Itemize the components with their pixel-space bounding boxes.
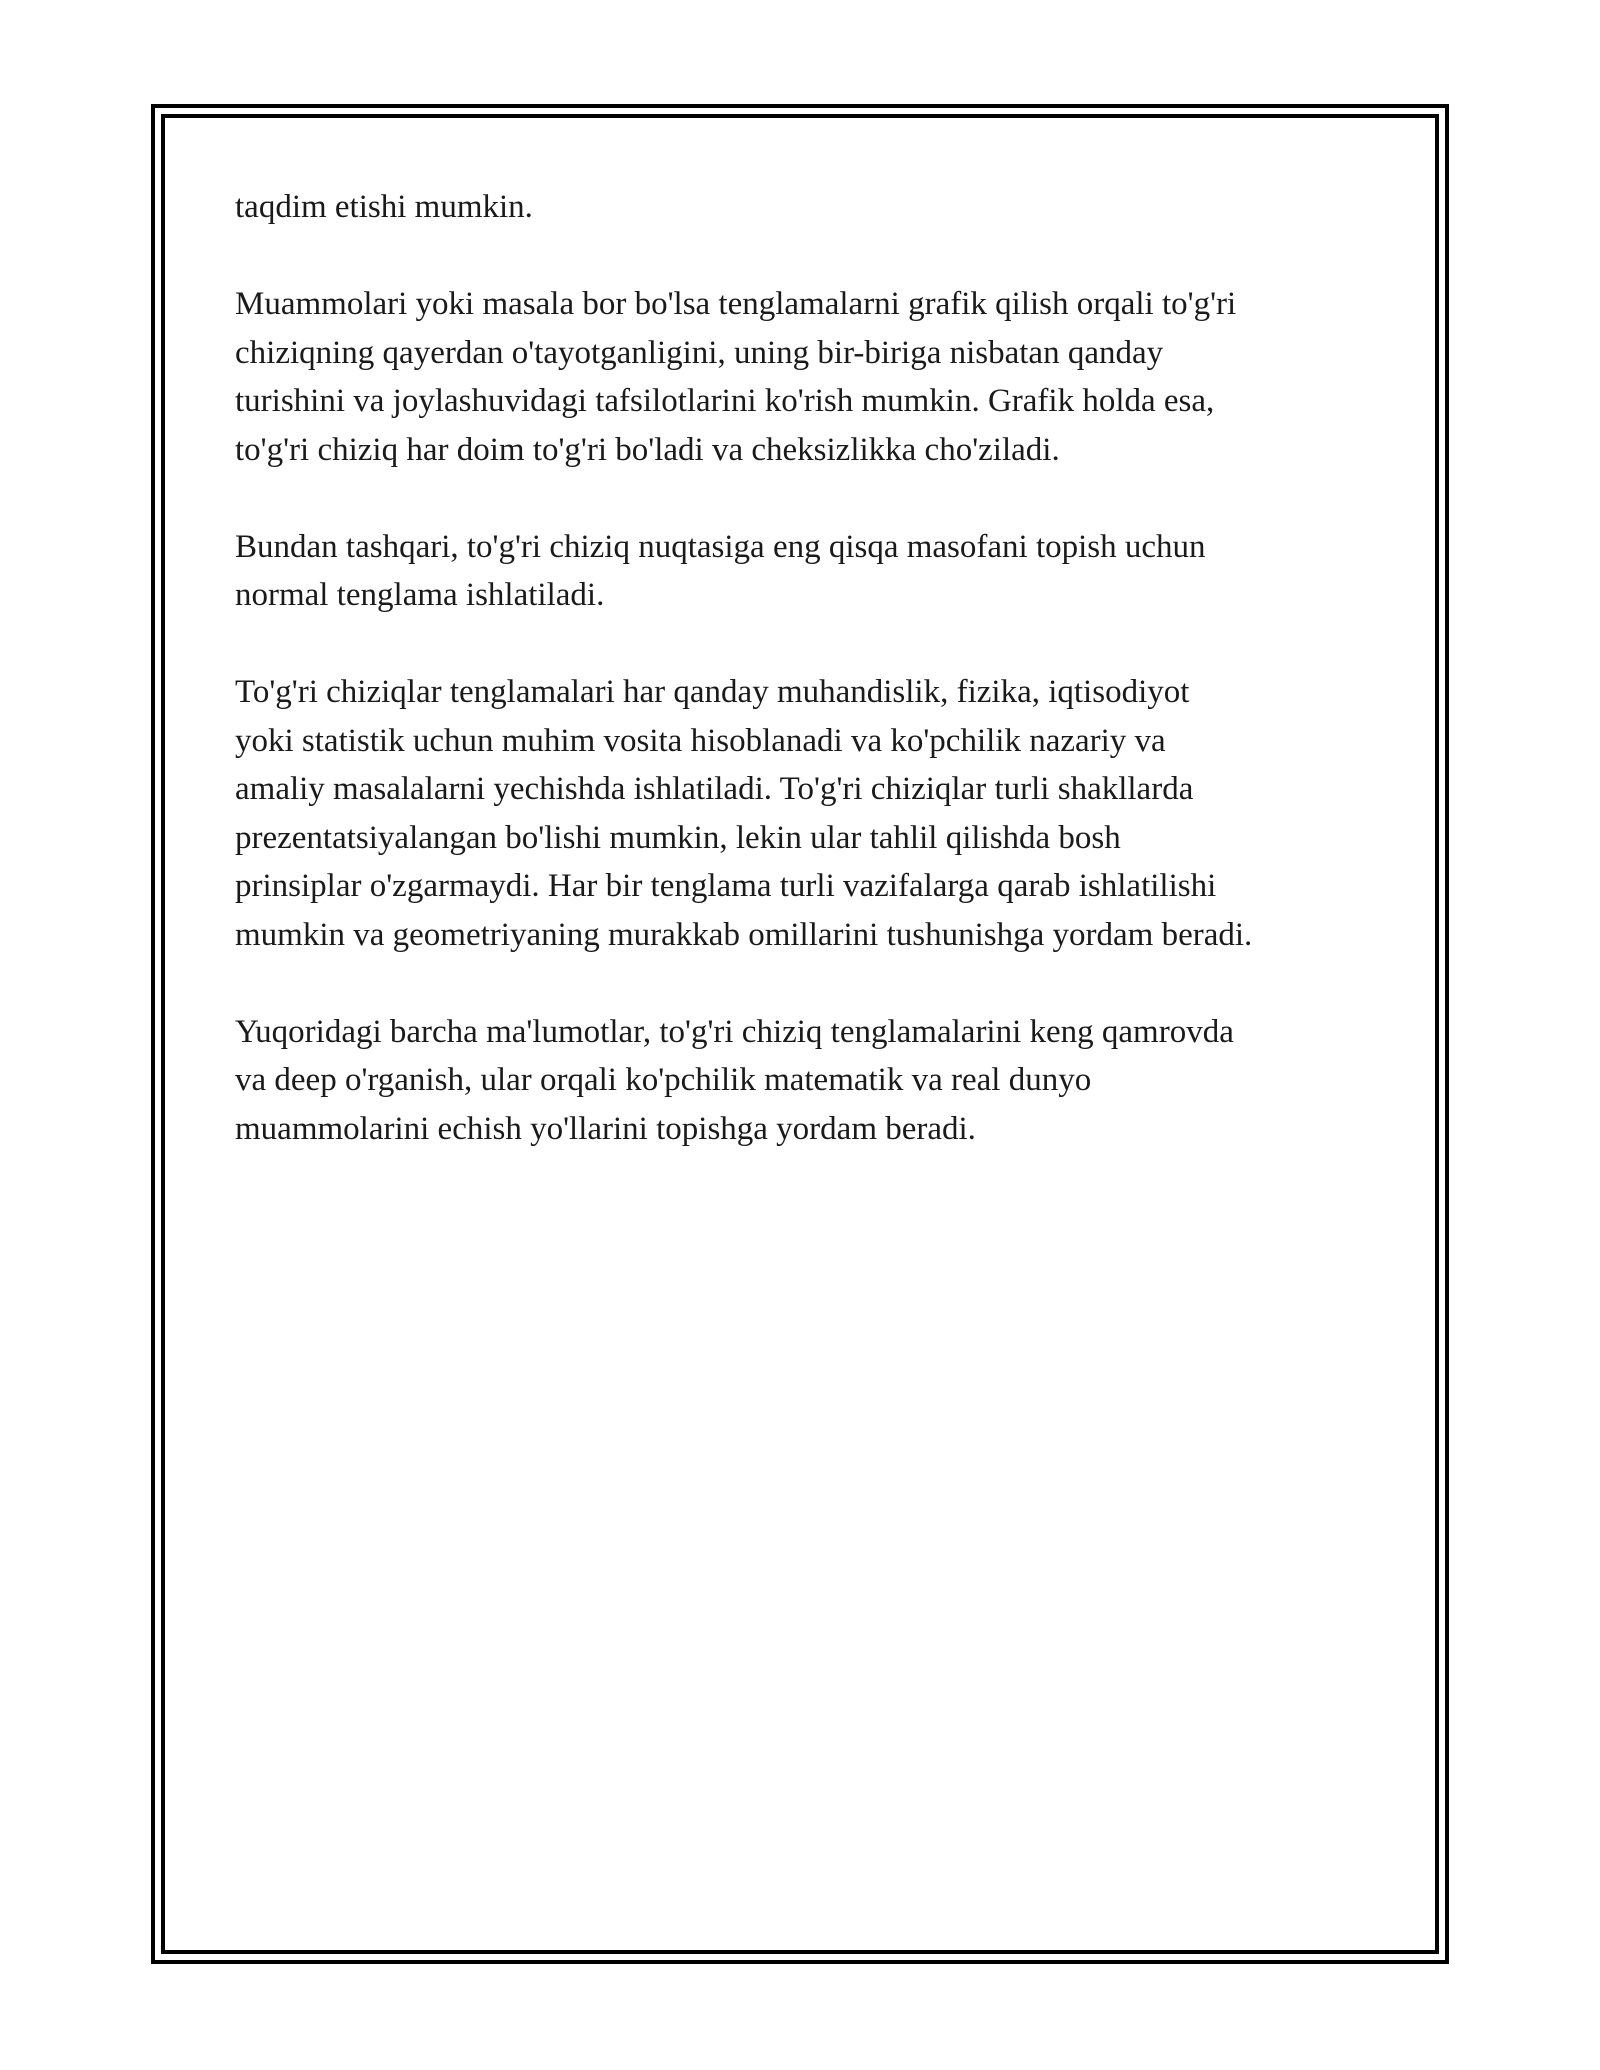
paragraph-2: Muammolari yoki masala bor bo'lsa tenglamalarni grafik qilish orqali to'g'ri chiziqning qayerdan o'tayotganligini, uning bir-biriga nisbatan qanday turishini va joylashuvidagi tafsilotlarini ko'rish mumkin. Grafik holda esa, to'g'ri chiziq har doim to'g'ri bo'ladi va cheksizlikka cho'ziladi. (235, 286, 1237, 468)
document-body (235, 183, 1385, 1202)
paragraph-3: Bundan tashqari, to'g'ri chiziq nuqtasiga eng qisqa masofani topish uchun normal tenglama ishlatiladi. (235, 528, 1206, 613)
paragraph-1: taqdim etishi mumkin. (235, 189, 533, 225)
paragraph-4: To'g'ri chiziqlar tenglamalari har qanday muhandislik, fizika, iqtisodiyot yoki statistik uchun muhim vosita hisoblanadi va ko'pchilik nazariy va amaliy masalalarni yechishda ishlatiladi. To'g'ri chiziqlar turli shakllarda prezentatsiyalangan bo'lishi mumkin, lekin ular tahlil qilishda bosh prinsiplar o'zgarmaydi. Har bir tenglama turli vazifalarga qarab ishlatilishi mumkin va geometriyaning murakkab omillarini tushunishga yordam beradi. (235, 674, 1253, 953)
paragraph-5: Yuqoridagi barcha ma'lumotlar, to'g'ri chiziq tenglamalarini keng qamrovda va deep o'rganish, ular orqali ko'pchilik matematik va real dunyo muammolarini echish yo'llarini topishga yordam beradi. (235, 1013, 1234, 1147)
